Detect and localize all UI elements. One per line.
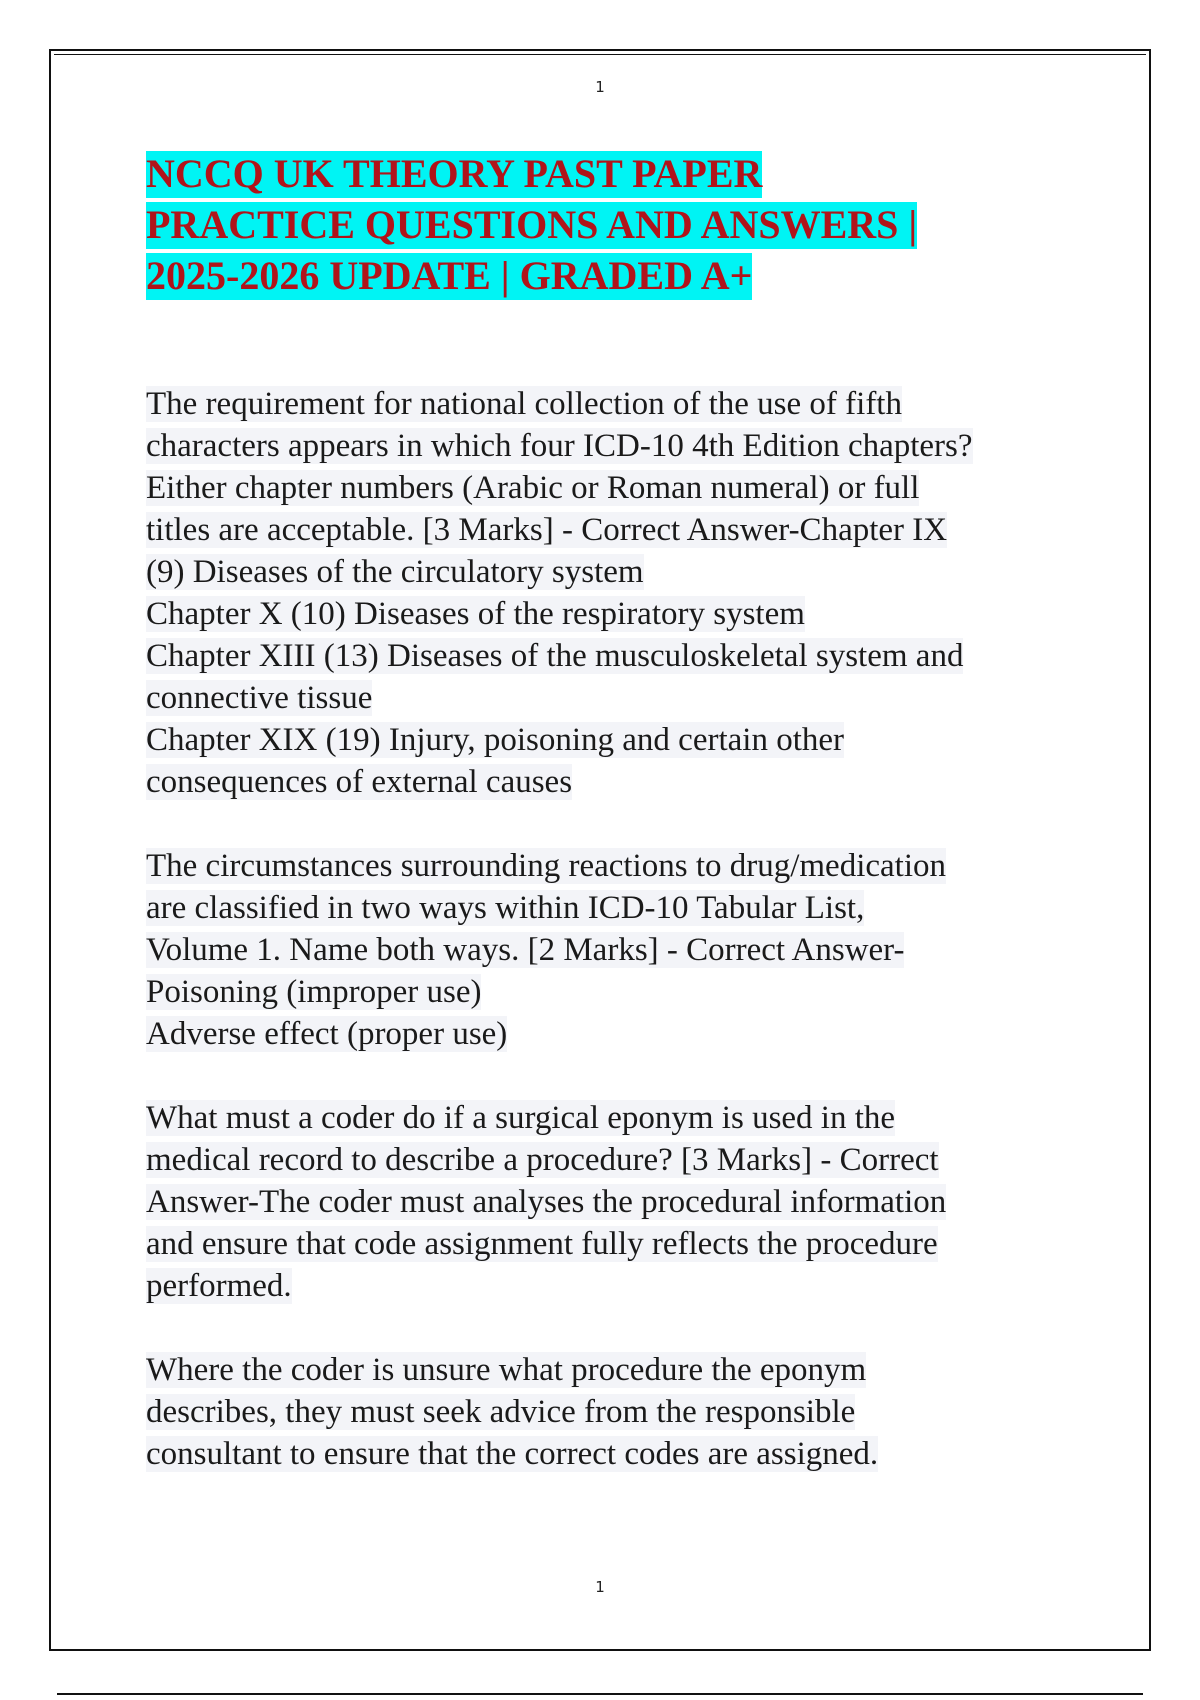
qa-line: (9) Diseases of the circulatory system — [146, 554, 644, 590]
document-content — [146, 148, 1076, 1517]
qa-line: and ensure that code assignment fully reflects the procedure — [146, 1226, 938, 1262]
qa-line: Chapter X (10) Diseases of the respiratory system — [146, 596, 805, 632]
page-number-bottom: 1 — [595, 1578, 605, 1596]
page-number-top: 1 — [595, 78, 605, 96]
qa-item-eponym-advice — [146, 1349, 1076, 1475]
qa-line: Chapter XIX (19) Injury, poisoning and certain other — [146, 722, 844, 758]
qa-line: Answer-The coder must analyses the procedural information — [146, 1184, 947, 1220]
qa-line: consultant to ensure that the correct codes are assigned. — [146, 1436, 879, 1472]
page-frame-top-rule — [54, 54, 1146, 55]
qa-line: medical record to describe a procedure? [3 Marks] - Correct — [146, 1142, 939, 1178]
qa-item-drug-reactions — [146, 845, 1076, 1055]
qa-line: The circumstances surrounding reactions to drug/medication — [146, 848, 947, 884]
title-line: 2025-2026 UPDATE | GRADED A+ — [146, 253, 753, 298]
qa-item-fifth-characters — [146, 383, 1076, 803]
qa-line: The requirement for national collection of the use of fifth — [146, 386, 902, 422]
qa-line: Chapter XIII (13) Diseases of the musculoskeletal system and — [146, 638, 964, 674]
qa-line: titles are acceptable. [3 Marks] - Correct Answer-Chapter IX — [146, 512, 948, 548]
qa-item-surgical-eponym — [146, 1097, 1076, 1307]
qa-line: Volume 1. Name both ways. [2 Marks] - Correct Answer- — [146, 932, 905, 968]
document-title — [146, 148, 1076, 301]
qa-list — [146, 383, 1076, 1475]
qa-line: are classified in two ways within ICD-10 Tabular List, — [146, 890, 865, 926]
title-line: PRACTICE QUESTIONS AND ANSWERS | — [146, 202, 918, 247]
qa-line: describes, they must seek advice from the responsible — [146, 1394, 856, 1430]
qa-line: characters appears in which four ICD-10 4th Edition chapters? — [146, 428, 973, 464]
title-line: NCCQ UK THEORY PAST PAPER — [146, 151, 763, 196]
qa-line: connective tissue — [146, 680, 373, 716]
qa-line: consequences of external causes — [146, 764, 573, 800]
next-page-rule — [57, 1693, 1143, 1695]
qa-line: Poisoning (improper use) — [146, 974, 482, 1010]
qa-line: performed. — [146, 1268, 292, 1304]
qa-line: What must a coder do if a surgical eponym is used in the — [146, 1100, 896, 1136]
qa-line: Either chapter numbers (Arabic or Roman numeral) or full — [146, 470, 920, 506]
qa-line: Adverse effect (proper use) — [146, 1016, 508, 1052]
qa-line: Where the coder is unsure what procedure the eponym — [146, 1352, 867, 1388]
